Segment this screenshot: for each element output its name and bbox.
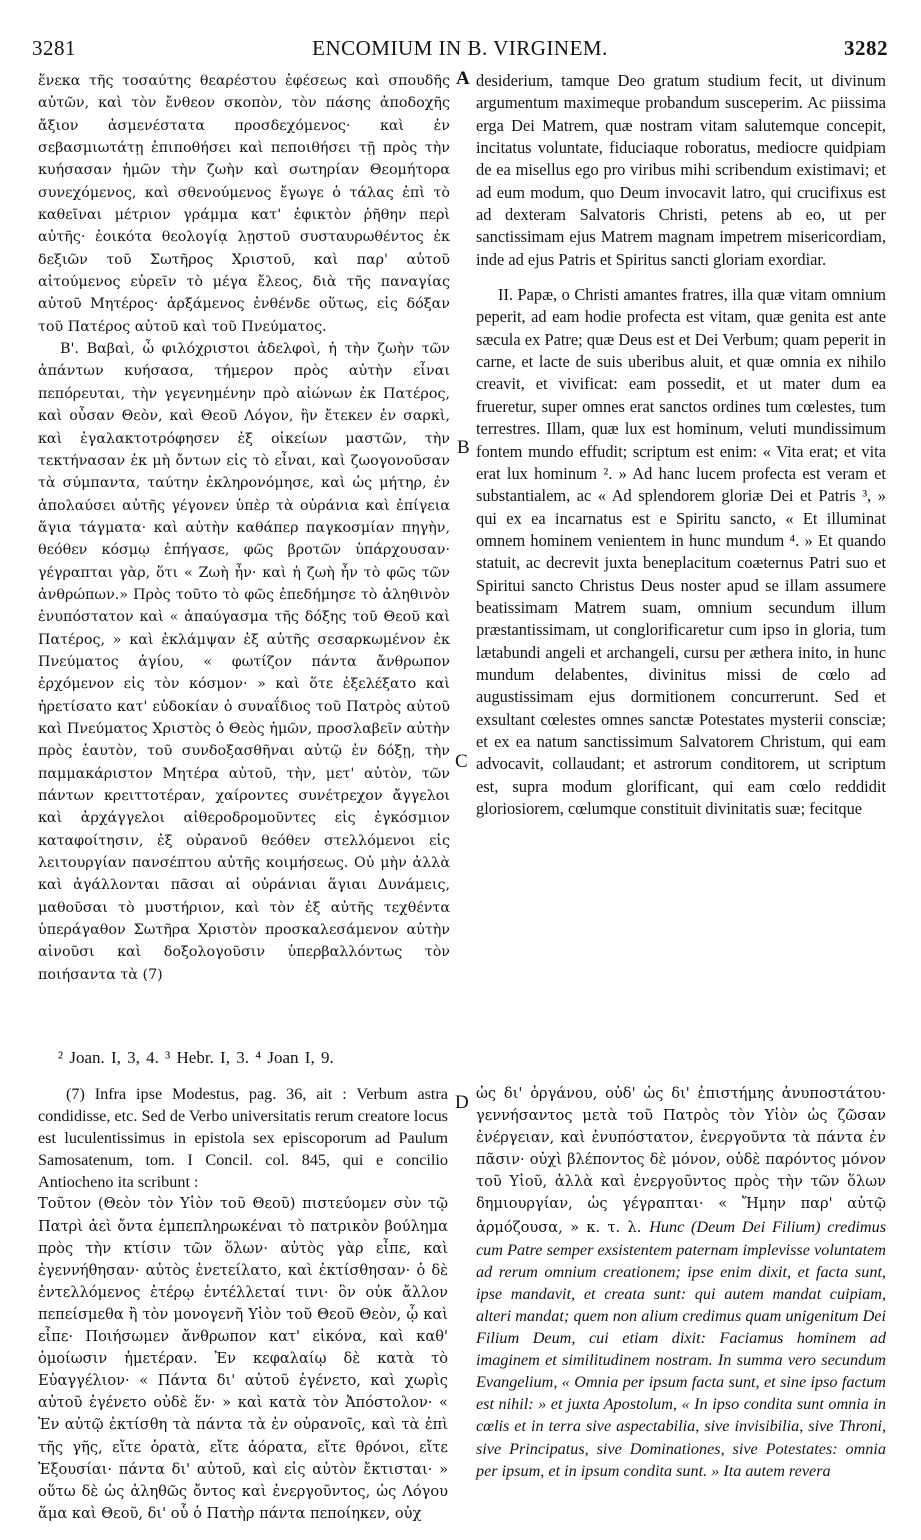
latin-intro-paragraph: desiderium, tamque Deo gratum studium fecit, ut divinum argumentum maximeque probandum susceperim. Ac piissima erga Dei Matrem, quæ nostram vitam salutemque concepit, incitatus voluntate, fiduciaque roboratus, mediocre quidpiam de ea misellus ego pro viribus mihi scribendum existimavi; et ad eum modum, quo Deum invocavit latro, qui crucifixus est ad dexteram Salvatoris Christi, petens ab eo, ut per sanctissimam ejus Matrem magnam impetrem misericordiam, inde ad ejus Patris et Spiritus sancti gloriam exordiar.: [476, 71, 886, 269]
latin-section-ii-paragraph: II. Papæ, o Christi amantes fratres, illa quæ vitam omnium peperit, ad eam hodie profecta est vitam, quæ genita est ante sæcula ex Patre; quæ Deus est et Dei Verbum; quam peperit in carne, et lacte de suis uberibus aluit, et quæ omnia ex nihilo creavit, et vivificat: eam possedit, et ut mater dum ea frueretur, super omnes erat sanctos ordines tum cœlestes, tum terrestres. Illam, quæ lux est hominum, veluti mundissimum fontem mundo effudit; scriptum est enim: « Vita erat; et vita erat lux hominum ². » Ad hanc lucem profecta est veram et substantialem, ac « Ad splendorem gloriæ Dei et Patris ³, » qui ex ea incarnatus est e Spiritu sancto, « Et illuminat omnem hominem venientem in hunc mundum ⁴. » Et quando statuit, ac decrevit juxta beneplacitum coæternus Patri suo et Spiritui sancto Christus Deus noster apud se illam assumere beatissimam Matrem suam, omnium secundum illum præstantissimam, ut conglorificaretur cum ipso in gloria, tum lætabundi angeli et archangeli, cursu per æthera inito, in hunc mundum delabentes, divinitus missi de cœlo ad augustissimam ejus dormitionem concurrerunt. Sed et exsultant cœlestes omnes sanctæ Potestates mysterii consciæ; et ex ea natum sanctissimum Salvatorem Christum, qui eam advocavit, collaudant; et astrorum conditorem, ut scriptum est, supra modum glorificant, qui eam cœlo reddidit gloriosiorem, cœlumque constituit divinitatis suæ; fecitque: [476, 285, 886, 818]
marker-a: A: [456, 68, 470, 89]
running-title: ENCOMIUM IN B. VIRGINEM.: [312, 36, 608, 60]
marker-b: B: [457, 437, 470, 458]
marker-d: D: [455, 1092, 469, 1113]
page-number-right: 3282: [844, 36, 888, 60]
editor-note-greek-quotation: Τοῦτον (Θεὸν τὸν Υἱὸν τοῦ Θεοῦ) πιστεύομεν σὺν τῷ Πατρὶ ἀεὶ ὄντα ἐμπεπληρωκέναι τὸ πατρικὸν βούλημα πρὸς τὴν κτίσιν τῶν ὅλων· αὐτὸς γὰρ εἶπε, καὶ ἐγεννήθησαν· αὐτὸς ἐνετείλατο, καὶ ἐκτίσθησαν· ὁ δὲ ἐντελλόμενος ἑτέρῳ ἐντέλλεταί τινι· ὃν οὐκ ἄλλον πεπείσμεθα ἢ τὸν μονογενῆ Υἱὸν τοῦ Θεοῦ Θεὸν, ᾧ καὶ εἶπε· Ποιήσωμεν ἄνθρωπον κατ' εἰκόνα, καὶ καθ' ὁμοίωσιν ἡμετέραν. Ἐν κεφαλαίῳ δὲ κατὰ τὸ Εὐαγγέλιον· « Πάντα δι' αὐτοῦ ἐγένετο, καὶ χωρὶς αὐτοῦ ἐγένετο οὐδὲ ἕν· » καὶ κατὰ τὸν Ἀπόστολον· « Ἐν αὐτῷ ἐκτίσθη τὰ πάντα τὰ ἐν οὐρανοῖς, καὶ τὰ ἐπὶ τῆς γῆς, εἴτε ὁρατὰ, εἴτε ἀόρατα, εἴτε θρόνοι, εἴτε Ἐξουσίαι· πάντα δι' αὐτοῦ, καὶ εἰς αὐτὸν ἔκτισται· » οὕτω δὲ ὡς ἀληθῶς ὄντος καὶ ἐνεργοῦντος, ὡς Λόγου ἅμα καὶ Θεοῦ, δι' οὗ ὁ Πατὴρ πάντα πεποίηκεν, οὐχ: [38, 1195, 448, 1522]
editor-note-latin-intro: (7) Infra ipse Modestus, pag. 36, ait : Verbum astra condidisse, etc. Sed de Verbo universitatis rerum creatore locus est luculentissimus in epistola sex episcoporum ad Paulum Samosatenum, tom. I Concil. col. 845, qui e concilio Antiocheno ita scribunt :: [38, 1085, 448, 1192]
greek-intro-paragraph: ἕνεκα τῆς τοσαύτης θεαρέστου ἐφέσεως καὶ σπουδῆς αὐτῶν, καὶ τὸν ἔνθεον σκοπὸν, τὸν πάσης ἀποδοχῆς ἄξιον ἀσμενέστατα προσδεχόμενος· καὶ ἐν σεβασμιωτάτῃ ἐπιποθήσει καὶ πεποιθήσει τῇ πρὸς τὴν κυήσασαν ἡμῶν τὴν ζωὴν καὶ σωτηρίαν Θεομήτορα συνεχόμενος, καὶ σθενούμενος ἔγωγε ὁ τάλας ἐπὶ τὸ καθεῖναι μέτριον γράμμα κατ' ἐφικτὸν ῥῆθην περὶ αὐτῆς· ἐοικότα θεολογίᾳ λῃστοῦ συσταυρωθέντος ἐκ δεξιῶν τοῦ Σωτῆρος Χριστοῦ, καὶ παρ' αὐτοῦ αἰτούμενος εὑρεῖν τὸ μέγα ἔλεος, διὰ τῆς παναγίας αὐτοῦ Μητέρος· ἀρξάμενος ἐνθένδε οὕτως, εἰς δόξαν τοῦ Πατέρος αὐτοῦ καὶ τοῦ Πνεύματος.: [38, 73, 450, 335]
editor-note-right-column: [476, 1083, 886, 1482]
latin-column: [476, 70, 886, 820]
greek-section-ii-paragraph: Β'. Βαβαὶ, ὦ φιλόχριστοι ἀδελφοὶ, ἡ τὴν ζωὴν τῶν ἁπάντων κυήσασα, τήμερον πρὸς αὐτὴν εἶναι πεπόρευται, τὴν γεγενημένην πρὸ αἰώνων ἐκ Πατέρος, καὶ οὖσαν Θεὸν, καὶ Θεοῦ Λόγον, ἣν ἔτεκεν ἐν σαρκὶ, καὶ ἐγαλακτοτρόφησεν ἐξ οἰκείων μαστῶν, τὴν τεκτήνασαν ἐκ μὴ ὄντων εἰς τὸ εἶναι, καὶ ζωογονοῦσαν τὰ σύμπαντα, ταύτην ἐκληρονόμησε, καὶ ὡς μήτηρ, ἐν ἀπολαύσει αὐτῆς γέγονεν ὑπὲρ τὰ οὐράνια καὶ ἐπίγεια ἅγια τάγματα· καὶ αὐτὴν καθάπερ παγκοσμίαν πηγὴν, θεόθεν κόσμῳ ἐπήγασε, φῶς βροτῶν ὑπάρχουσαν· γέγραπται γὰρ, ὅτι « Ζωὴ ἦν· καὶ ἡ ζωὴ ἦν τὸ φῶς τῶν ἀνθρώπων.» Πρὸς τοῦτο τὸ φῶς ἐπεδήμησε τὸ ἀληθινὸν ἐνυπόστατον καὶ « ἀπαύγασμα τῆς δόξης τοῦ Θεοῦ καὶ Πατέρος, » καὶ ἐκλάμψαν ἐξ αὐτῆς σεσαρκωμένον ἐκ Πνεύματος ἁγίου, « φωτίζον πάντα ἄνθρωπον ἐρχόμενον εἰς τὸν κόσμον· » καὶ ὅτε ἐξελέξατο καὶ ἠρετίσατο κατ' εὐδοκίαν ὁ συναΐδιος τοῦ Πατρὸς αὐτοῦ καὶ Πνεύματος Χριστὸς ὁ Θεὸς ἡμῶν, προσλαβεῖν αὐτὴν πρὸς ἑαυτὸν, τοῦ συνδοξασθῆναι αὐτῷ ἐν δόξῃ, τὴν παμμακάριστον Μητέρα αὐτοῦ, τὴν, μετ' αὐτὸν, τῶν πάντων κρειττοτέραν, χαίροντες συνέτρεχον ἄγγελοι καὶ ἀρχάγγελοι αἰθεροδρομοῦντες εἰς ἐγκόσμιον καταφοίτησιν, ἐξ οὐρανοῦ θεόθεν στελλόμενοι εἰς λειτουργίαν πανσέπτου αὐτῆς κοιμήσεως. Οὐ μὴν ἀλλὰ καὶ ἀγάλλονται πᾶσαι αἱ οὐράνιαι ἅγιαι Δυνάμεις, μαθοῦσαι τὸ μυστήριον, καὶ τὸν ἐξ αὐτῆς τεχθέντα ὑπεράγαθον Σωτῆρα Χριστὸν προσκαλεσάμενον αὐτὴν αἰνοῦσι καὶ δοξολογοῦσιν ὑπερβαλλόντως τὸν ποιήσαντα τὰ (7): [38, 341, 450, 983]
scripture-footnotes: ² Joan. I, 3, 4. ³ Hebr. I, 3. ⁴ Joan I, 9.: [58, 1048, 334, 1067]
editor-note-latin-translation: Hunc (Deum Dei Filium) credimus cum Patre semper exsistentem paternam implevisse voluntatem ad rerum omnium creationem; ipse enim dixit, et facta sunt, ipse mandavit, et creata sunt: qui autem mandat cuipiam, alteri mandat; quem non alium credimus quam unigenitum Dei Filium Deum, cui etiam dixit: Faciamus hominem ad imaginem et similitudinem nostram. In summa vero secundum Evangelium, « Omnia per ipsum facta sunt, et sine ipso factum est nihil: » et juxta Apostolum, « In ipso condita sunt omnia in cœlis et in terra sive aspectabilia, sive invisibilia, sive Throni, sive Principatus, sive Dominationes, sive Potestates: omnia per ipsum, et in ipsum condita sunt. » Ita autem revera: [476, 1217, 886, 1480]
editor-note-left-column: [38, 1083, 448, 1525]
greek-column: [38, 70, 450, 986]
editor-note-greek-continuation: ὡς δι' ὀργάνου, οὐδ' ὡς δι' ἐπιστήμης ἀνυποστάτου· γεννήσαντος μετὰ τοῦ Πατρὸς τὸν Υἱὸν ὡς ζῶσαν ἐνέργειαν, καὶ ἐνυπόστατον, ἐνεργοῦντα τὰ πάντα ἐν πᾶσιν· οὐχὶ βλέποντος δὲ μόνον, οὐδὲ παρόντος μόνον τοῦ Υἱοῦ, ἀλλὰ καὶ ἐνεργοῦντος πρὸς τὴν τῶν ὅλων δημιουργίαν, ὡς γέγραπται· « Ἤμην παρ' αὐτῷ ἁρμόζουσα, » κ. τ. λ.: [476, 1085, 886, 1236]
marker-c: C: [455, 751, 468, 772]
page-number-left: 3281: [32, 36, 76, 60]
running-header: [32, 36, 888, 66]
